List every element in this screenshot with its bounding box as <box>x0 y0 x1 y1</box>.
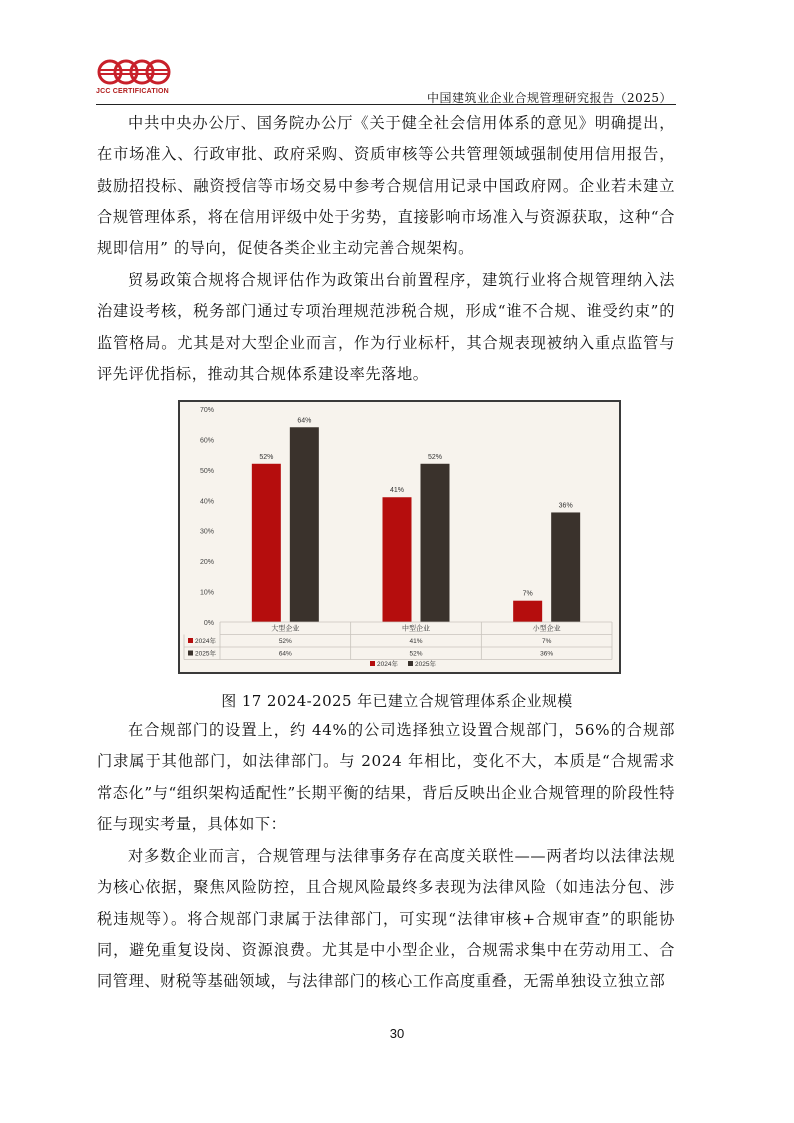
body-paragraph-4: 对多数企业而言，合规管理与法律事务存在高度关联性——两者均以法律法规为核心依据，聚焦风险防控，且合规风险最终多表现为法律风险（如违法分包、涉税违规等）。将合规部门隶属于法律部门，可实现“法律审核+合规审查”的职能协同，避免重复设岗、资源浪费。尤其是中小型企业，合规需求集中在劳动用工、合同管理、财税等基础领域，与法律部门的核心工作高度重叠，无需单独设立独立部 <box>97 847 675 991</box>
body-paragraph-3: 在合规部门的设置上，约 44%的公司选择独立设置合规部门，56%的合规部门隶属于其他部门，如法律部门。与 2024 年相比，变化不大，本质是“合规需求常态化”与“组织架构适配性”长期平衡的结果，背后反映出企业合规管理的阶段性特征与现实考量，具体如下： <box>97 721 675 833</box>
y-tick-label: 0% <box>203 620 214 627</box>
legend-swatch <box>408 661 413 666</box>
data-label: 64% <box>297 417 312 425</box>
y-tick-label: 10% <box>199 589 214 597</box>
bar-chart <box>180 402 619 672</box>
bar-2-1 <box>290 427 319 622</box>
table-legend-swatch <box>188 638 193 643</box>
x-tick-label: 小型企业 <box>532 625 561 633</box>
table-cell: 7% <box>541 638 552 645</box>
legend-swatch <box>370 661 375 666</box>
table-cell: 52% <box>409 650 423 658</box>
data-label: 41% <box>389 487 405 495</box>
legend-label: 2025年 <box>415 661 436 668</box>
header-divider <box>96 104 676 105</box>
y-tick-label: 40% <box>199 498 214 506</box>
table-series-label: 2025年 <box>195 650 216 658</box>
bar-1-3 <box>513 601 542 622</box>
data-label: 36% <box>558 502 573 510</box>
table-cell: 41% <box>409 638 423 645</box>
data-label: 52% <box>427 453 443 461</box>
table-series-label: 2024年 <box>195 638 216 645</box>
body-paragraph-2: 贸易政策合规将合规评估作为政策出台前置程序，建筑行业将合规管理纳入法治建设考核，税务部门通过专项治理规范涉税合规，形成“谁不合规、谁受约束”的监管格局。尤其是对大型企业而言，作为行业标杆，其合规表现被纳入重点监管与评先评优指标，推动其合规体系建设率先落地。 <box>97 271 675 383</box>
y-tick-label: 30% <box>199 528 214 536</box>
bar-chart-figure <box>178 400 621 674</box>
bar-2-3 <box>551 512 580 622</box>
table-cell: 52% <box>278 638 292 645</box>
figure-caption: 图 17 2024-2025 年已建立合规管理体系企业规模 <box>221 692 573 710</box>
bar-2-2 <box>421 464 450 622</box>
data-label: 52% <box>259 453 274 461</box>
table-legend-swatch <box>188 651 193 656</box>
bar-1-1 <box>252 464 281 622</box>
page-number: 30 <box>389 1026 405 1041</box>
table-cell: 64% <box>278 650 292 658</box>
legend-label: 2024年 <box>377 661 398 668</box>
logo-caption: JCC CERTIFICATION <box>96 88 169 95</box>
data-label: 7% <box>522 590 533 598</box>
x-tick-label: 中型企业 <box>402 625 430 633</box>
y-tick-label: 70% <box>199 407 214 414</box>
y-tick-label: 20% <box>199 559 214 567</box>
y-tick-label: 50% <box>199 467 214 475</box>
y-tick-label: 60% <box>199 437 214 445</box>
table-cell: 36% <box>540 650 554 658</box>
body-paragraph-1: 中共中央办公厅、国务院办公厅《关于健全社会信用体系的意见》明确提出，在市场准入、行政审批、政府采购、资质审核等公共管理领域强制使用信用报告，鼓励招投标、融资授信等市场交易中参考合规信用记录中国政府网。企业若未建立合规管理体系，将在信用评级中处于劣势，直接影响市场准入与资源获取，这种“合规即信用” 的导向，促使各类企业主动完善合规架构。 <box>97 114 675 258</box>
x-tick-label: 大型企业 <box>271 625 300 633</box>
running-header-title: 中国建筑业企业合规管理研究报告（2025） <box>426 91 672 105</box>
bar-1-2 <box>383 497 412 622</box>
